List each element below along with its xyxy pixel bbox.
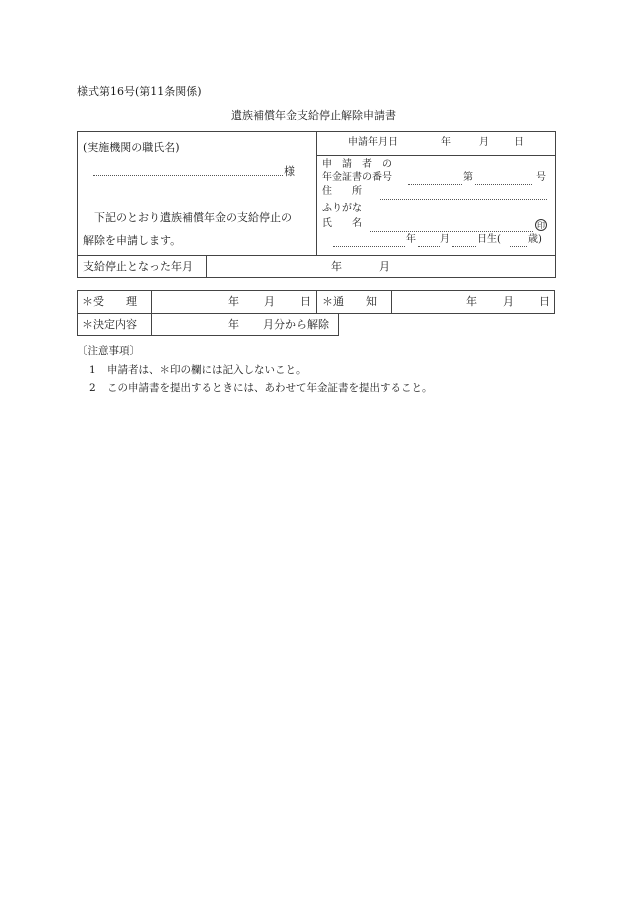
suspension-month[interactable]: 月 <box>379 260 390 273</box>
furigana-label: ふりがな <box>322 203 362 214</box>
honorific: 様 <box>284 165 295 178</box>
application-year[interactable]: 年 <box>441 137 451 148</box>
birth-month-label: 月 <box>440 234 450 245</box>
receipt-year[interactable]: 年 <box>228 295 239 308</box>
notes-heading: 〔注意事項〕 <box>77 345 140 357</box>
suspension-row-divider <box>77 255 556 256</box>
receipt-day[interactable]: 日 <box>300 295 311 308</box>
birth-year-field[interactable] <box>333 246 405 247</box>
suspension-label-divider <box>206 255 207 278</box>
suspension-year[interactable]: 年 <box>331 260 342 273</box>
receipt-month[interactable]: 月 <box>264 295 275 308</box>
birth-month-field[interactable] <box>418 246 440 247</box>
note-number: 1 <box>89 364 96 376</box>
address-field[interactable] <box>380 199 547 200</box>
name-label: 氏 名 <box>322 218 362 229</box>
application-month[interactable]: 月 <box>479 137 489 148</box>
notice-year[interactable]: 年 <box>466 295 477 308</box>
application-date-label: 申請年月日 <box>348 137 398 148</box>
birth-day-field[interactable] <box>452 246 476 247</box>
note-text: 申請者は、＊印の欄には記入しないこと。 <box>107 364 307 376</box>
seal-mark: 印 <box>537 221 545 230</box>
applicant-label: 申 請 者 の <box>322 159 392 170</box>
decision-text: 月分から解除 <box>263 318 329 331</box>
birth-day-label: 日生( <box>477 234 501 245</box>
statement-line-2: 解除を申請します。 <box>83 234 182 247</box>
institution-name-field[interactable] <box>93 175 283 176</box>
pension-number-field-2[interactable] <box>475 184 532 185</box>
notice-label-divider <box>391 290 392 314</box>
decision-label: ＊決定内容 <box>82 318 137 331</box>
date-row-divider <box>316 155 556 156</box>
age-field[interactable] <box>510 246 527 247</box>
suspension-label: 支給停止となった年月 <box>83 260 193 273</box>
pension-number-go: 号 <box>536 172 546 183</box>
application-day[interactable]: 日 <box>514 137 524 148</box>
receipt-label: ＊受 理 <box>82 295 137 308</box>
decision-year[interactable]: 年 <box>228 318 239 331</box>
notice-label: ＊通 知 <box>322 295 377 308</box>
note-text: この申請書を提出するときには、あわせて年金証書を提出すること。 <box>107 382 433 394</box>
form-number: 様式第16号(第11条関係) <box>77 85 202 98</box>
name-field[interactable] <box>370 231 533 232</box>
notice-month[interactable]: 月 <box>503 295 514 308</box>
column-divider <box>316 131 317 255</box>
notice-day[interactable]: 日 <box>539 295 550 308</box>
pension-number-label: 年金証書の番号 <box>322 172 392 183</box>
institution-label: (実施機関の職氏名) <box>83 141 180 154</box>
page-title: 遺族補償年金支給停止解除申請書 <box>231 109 396 122</box>
receipt-notice-divider <box>316 290 317 314</box>
pension-number-field-1[interactable] <box>408 184 462 185</box>
birth-year-label: 年 <box>406 234 416 245</box>
age-label: 歳) <box>528 234 542 245</box>
note-number: 2 <box>89 382 96 394</box>
statement-line-1: 下記のとおり遺族補償年金の支給停止の <box>94 211 292 224</box>
address-label: 住 所 <box>322 186 362 197</box>
pension-number-dai: 第 <box>463 172 473 183</box>
